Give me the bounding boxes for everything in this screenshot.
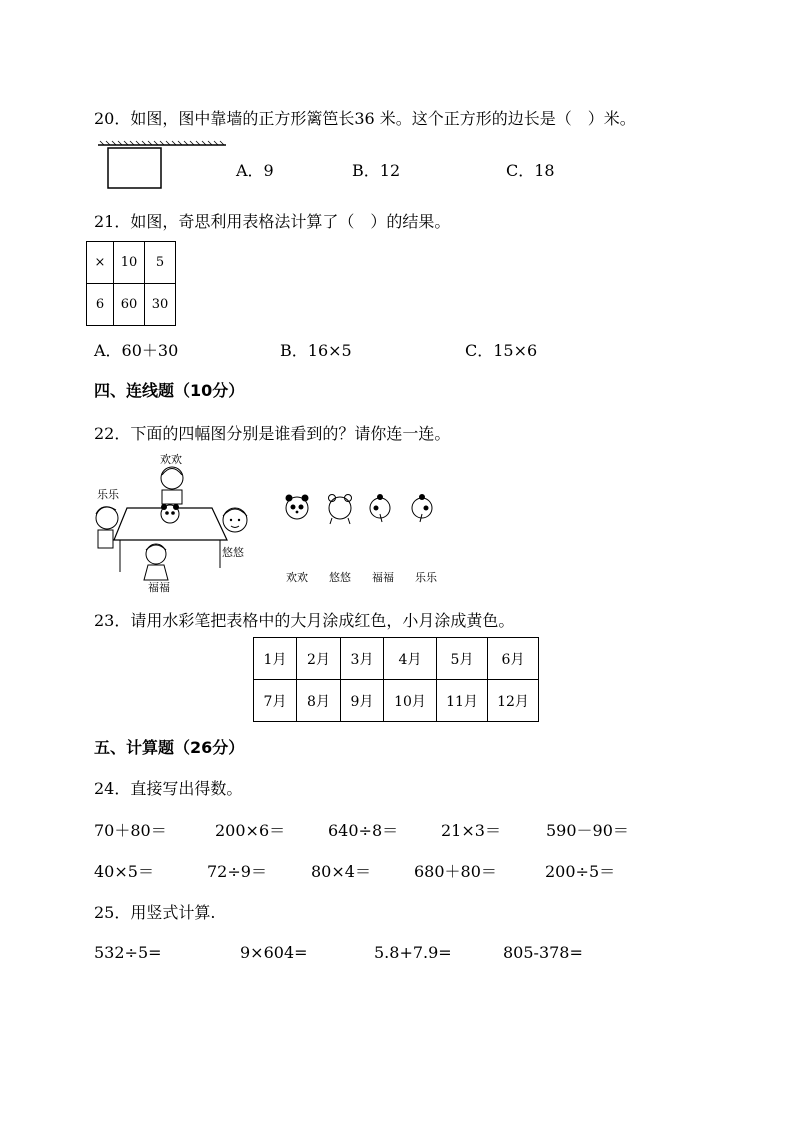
q22-person-label: 悠悠 [222, 546, 244, 559]
q24-problem: 680＋80＝ [414, 862, 497, 881]
panda-view-icon [412, 494, 432, 522]
q24-problem: 80×4＝ [311, 862, 371, 881]
q20-wall-figure [96, 140, 228, 190]
month-cell: 12月 [488, 680, 539, 722]
section-4-title: 四、连线题（10分） [94, 381, 245, 400]
q22-person-label: 欢欢 [160, 453, 182, 466]
section-5-title: 五、计算题（26分） [94, 738, 245, 757]
q25-problem: 532÷5= [94, 943, 162, 962]
q25-problem: 9×604= [240, 943, 308, 962]
q21-option-c: C．15×6 [465, 341, 538, 360]
q22-view-pictures [280, 488, 450, 528]
month-cell: 9月 [341, 680, 384, 722]
q24-problem: 200÷5＝ [545, 862, 616, 881]
month-cell: 5月 [437, 638, 488, 680]
q20-option-c: C．18 [506, 161, 555, 180]
month-cell: 7月 [254, 680, 297, 722]
q25-problem: 5.8+7.9= [374, 943, 452, 962]
q24-problem: 70＋80＝ [94, 821, 167, 840]
panda-view-icon [286, 495, 309, 520]
q21-cell: 60 [114, 284, 145, 326]
q24-problem: 640÷8＝ [328, 821, 399, 840]
q20-option-a: A．9 [236, 161, 274, 180]
panda-view-icon [370, 494, 390, 522]
q24-problem: 72÷9＝ [207, 862, 267, 881]
month-cell: 8月 [297, 680, 341, 722]
q21-cell: 6 [87, 284, 114, 326]
q20-option-b: B．12 [352, 161, 401, 180]
q23-months-table [253, 637, 539, 722]
q24-problem: 40×5＝ [94, 862, 154, 881]
q22-view-label: 乐乐 [415, 571, 437, 584]
q21-cell: 5 [145, 242, 176, 284]
q22-view-label: 悠悠 [329, 571, 351, 584]
q22-view-label: 福福 [372, 571, 394, 584]
q22-text: 22．下面的四幅图分别是谁看到的？请你连一连。 [94, 424, 451, 443]
q21-text: 21．如图，奇思利用表格法计算了（ ）的结果。 [94, 212, 451, 231]
q24-problem: 590－90＝ [546, 821, 629, 840]
month-cell: 1月 [254, 638, 297, 680]
month-cell: 10月 [384, 680, 437, 722]
month-cell: 4月 [384, 638, 437, 680]
month-cell: 11月 [437, 680, 488, 722]
q24-problem: 21×3＝ [441, 821, 501, 840]
q23-text: 23．请用水彩笔把表格中的大月涂成红色，小月涂成黄色。 [94, 611, 515, 630]
q25-problem: 805-378= [503, 943, 583, 962]
q22-view-label: 欢欢 [286, 571, 308, 584]
q21-multiplication-table [86, 241, 176, 326]
q21-cell: 30 [145, 284, 176, 326]
q22-person-label: 乐乐 [97, 488, 119, 501]
q24-problem: 200×6＝ [215, 821, 286, 840]
month-cell: 3月 [341, 638, 384, 680]
q22-person-label: 福福 [148, 581, 170, 594]
month-cell: 6月 [488, 638, 539, 680]
q21-option-b: B．16×5 [280, 341, 352, 360]
q22-scene-illustration [92, 450, 262, 595]
month-cell: 2月 [297, 638, 341, 680]
q24-text: 24．直接写出得数。 [94, 779, 243, 798]
q21-option-a: A．60＋30 [94, 341, 179, 360]
q21-cell: 10 [114, 242, 145, 284]
q21-cell: × [87, 242, 114, 284]
q25-text: 25．用竖式计算. [94, 903, 216, 922]
panda-view-icon [329, 495, 352, 525]
q20-text: 20．如图，图中靠墙的正方形篱笆长36 米。这个正方形的边长是（ ）米。 [94, 109, 636, 128]
